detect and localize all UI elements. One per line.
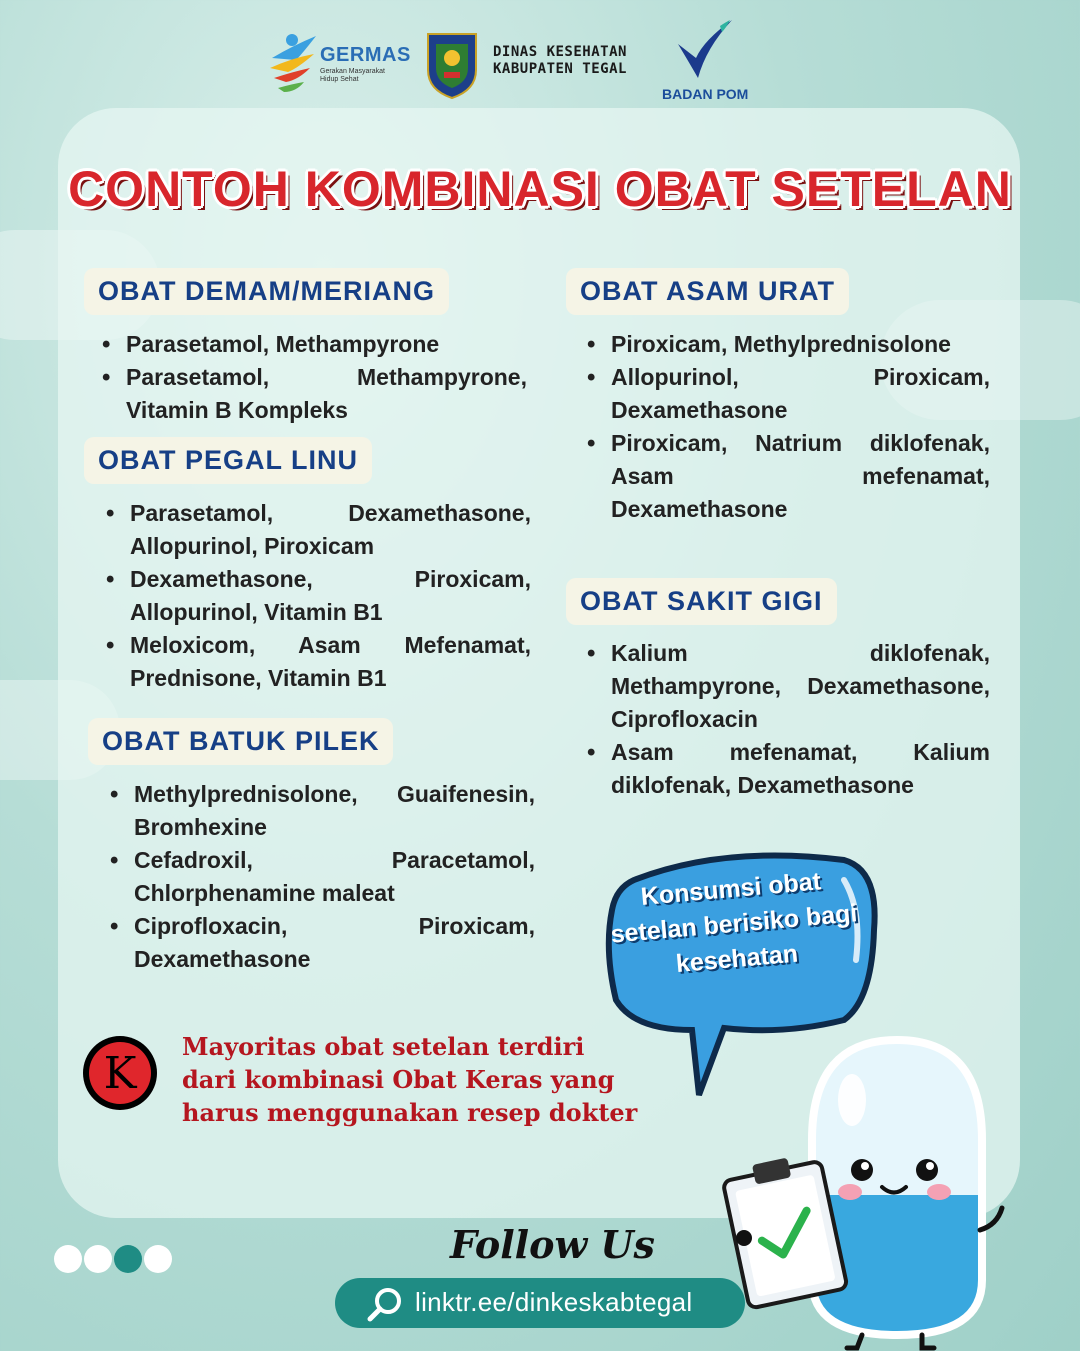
germas-title: GERMAS — [320, 44, 411, 66]
page-dot[interactable] — [54, 1245, 82, 1273]
page-dot-active[interactable] — [114, 1245, 142, 1273]
list-item: • Methylprednisolone, Guaifenesin, Bromhexine — [108, 778, 535, 844]
list-demam — [100, 328, 527, 427]
list-item: • Ciprofloxacin, Piroxicam, Dexamethasone — [108, 910, 535, 976]
list-sakit-gigi — [585, 637, 990, 802]
warning-line: dari kombinasi Obat Keras yang — [182, 1065, 615, 1094]
germas-logo — [268, 28, 413, 103]
kabupaten-shield-icon — [424, 30, 480, 100]
warning-line: Mayoritas obat setelan terdiri — [182, 1032, 585, 1061]
k-badge-letter: K — [103, 1048, 137, 1099]
bubble-text: Konsumsi obat setelan berisiko bagi kesehatan — [609, 867, 859, 979]
linktree-button[interactable] — [335, 1278, 745, 1328]
germas-figure-icon — [268, 28, 320, 103]
heading-asam-urat: OBAT ASAM URAT — [566, 268, 849, 315]
heading-demam: OBAT DEMAM/MERIANG — [84, 268, 449, 315]
heading-batuk: OBAT BATUK PILEK — [88, 718, 393, 765]
list-item: • Parasetamol, Methampyrone, Vitamin B Kompleks — [100, 361, 527, 427]
list-item: • Asam mefenamat, Kalium diklofenak, Dexamethasone — [585, 736, 990, 802]
dinas-line1: DINAS KESEHATAN — [493, 44, 627, 60]
obat-keras-k-icon — [80, 1033, 160, 1113]
badan-pom-logo — [660, 18, 760, 108]
page-dot[interactable] — [144, 1245, 172, 1273]
list-item: • Parasetamol, Dexamethasone, Allopurinol, Piroxicam — [104, 497, 531, 563]
list-item: • Kalium diklofenak, Methampyrone, Dexamethasone, Ciprofloxacin — [585, 637, 990, 736]
linktree-url: linktr.ee/dinkeskabtegal — [415, 1287, 693, 1317]
list-asam-urat — [585, 328, 990, 526]
list-item: • Piroxicam, Methylprednisolone — [585, 328, 990, 361]
list-item: • Piroxicam, Natrium diklofenak, Asam mefenamat, Dexamethasone — [585, 427, 990, 526]
list-item: • Parasetamol, Methampyrone — [100, 328, 527, 361]
list-item: • Meloxicom, Asam Mefenamat, Prednisone, Vitamin B1 — [104, 629, 531, 695]
list-item: • Dexamethasone, Piroxicam, Allopurinol, Vitamin B1 — [104, 563, 531, 629]
page-dot[interactable] — [84, 1245, 112, 1273]
header — [0, 10, 1080, 105]
page-title: CONTOH KOMBINASI OBAT SETELAN — [68, 161, 1012, 217]
obat-keras-warning — [182, 1030, 642, 1129]
germas-subtitle: Gerakan Masyarakat Hidup Sehat — [320, 68, 385, 83]
list-item: • Cefadroxil, Paracetamol, Chlorphenamine maleat — [108, 844, 535, 910]
follow-us-label: Follow Us — [450, 1222, 655, 1267]
bpom-check-icon — [660, 18, 740, 84]
dinas-line2: KABUPATEN TEGAL — [493, 61, 627, 77]
list-item: • Allopurinol, Piroxicam, Dexamethasone — [585, 361, 990, 427]
warning-line: harus menggunakan resep dokter — [182, 1098, 638, 1127]
search-icon — [365, 1285, 405, 1325]
pagination-dots — [54, 1245, 174, 1277]
heading-sakit-gigi: OBAT SAKIT GIGI — [566, 578, 837, 625]
capsule-mascot-icon — [722, 1030, 1022, 1351]
list-batuk — [108, 778, 535, 976]
list-pegal — [104, 497, 531, 695]
dinas-kesehatan-label — [493, 44, 627, 78]
bpom-label: BADAN POM — [662, 86, 749, 102]
heading-pegal: OBAT PEGAL LINU — [84, 437, 372, 484]
